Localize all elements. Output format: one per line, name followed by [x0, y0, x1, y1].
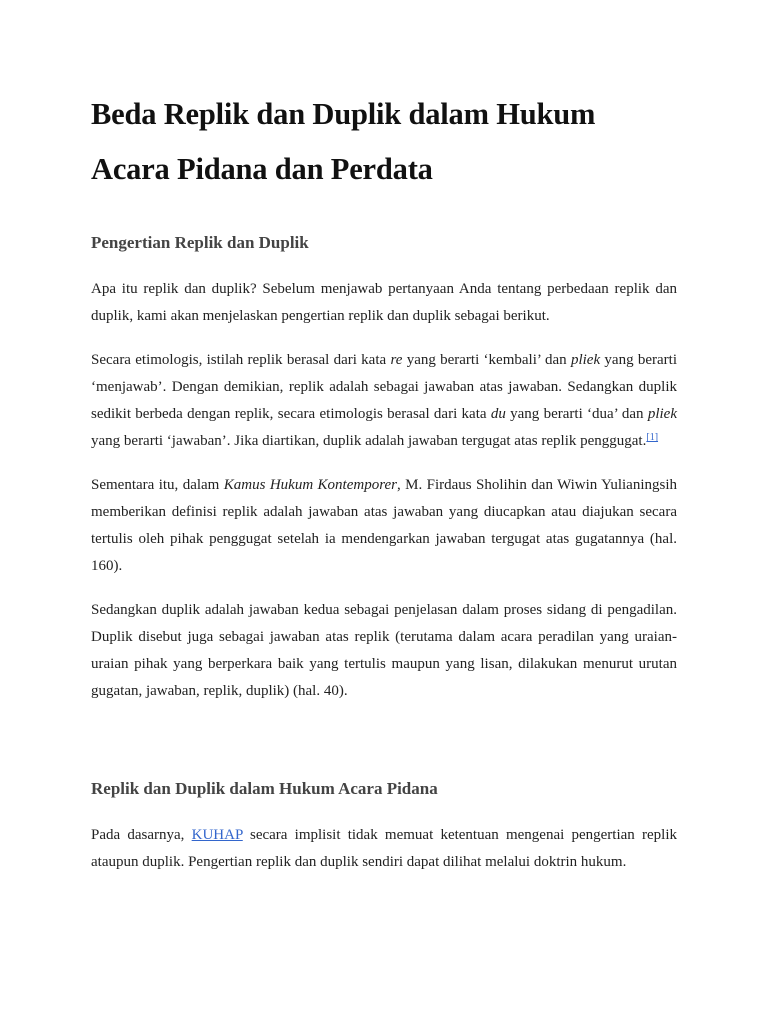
text-run: Pada dasarnya,	[91, 827, 192, 843]
paragraph-etimologi	[91, 347, 677, 455]
section-heading-pidana: Replik dan Duplik dalam Hukum Acara Pidana	[91, 779, 438, 798]
text-run: yang berarti ‘jawaban’. Jika diartikan, duplik adalah jawaban tergugat atas replik penggugat.	[91, 433, 647, 449]
paragraph-intro: Apa itu replik dan duplik? Sebelum menjawab pertanyaan Anda tentang perbedaan replik dan duplik, kami akan menjelaskan pengertian replik dan duplik sebagai berikut.	[91, 281, 677, 324]
footnote-link[interactable]: [1]	[646, 432, 659, 443]
italic-term: re	[390, 352, 403, 368]
paragraph-duplik: Sedangkan duplik adalah jawaban kedua sebagai penjelasan dalam proses sidang di pengadilan. Duplik disebut juga sebagai jawaban atas replik (terutama dalam acara peradilan yang uraian-uraian pihak yang berperkara baik yang tertulis maupun yang lisan, dilakukan menurut urutan gugatan, jawaban, replik, duplik) (hal. 40).	[91, 602, 677, 699]
text-run: Sementara itu, dalam	[91, 477, 224, 493]
kuhap-link[interactable]: KUHAP	[191, 827, 243, 843]
italic-term: du	[490, 406, 506, 422]
italic-term: pliek	[647, 406, 677, 422]
text-run: yang berarti ‘dua’ dan	[505, 406, 648, 422]
document-page	[91, 87, 677, 876]
text-run: secara implisit tidak memuat ketentuan mengenai pengertian replik ataupun duplik. Pengertian replik dan duplik sendiri dapat dilihat melalui doktrin hukum.	[91, 827, 677, 870]
text-run: yang berarti ‘menjawab’. Dengan demikian, replik adalah sebagai jawaban atas jawaban. Sedangkan duplik sedikit berbeda dengan replik, secara etimologis berasal dari kata	[91, 352, 677, 422]
section-heading-pengertian: Pengertian Replik dan Duplik	[91, 233, 309, 252]
text-run: Secara etimologis, istilah replik berasal dari kata	[91, 352, 391, 368]
text-run: , M. Firdaus Sholihin dan Wiwin Yulianingsih memberikan definisi replik adalah jawaban atas jawaban yang diucapkan atau diajukan secara tertulis oleh pihak penggugat setelah ia mendengarkan jawaban tergugat atas gugatannya (hal. 160).	[91, 477, 677, 574]
page-title: Beda Replik dan Duplik dalam Hukum Acara Pidana dan Perdata	[91, 97, 596, 186]
paragraph-kamus	[91, 472, 677, 580]
italic-term: pliek	[570, 352, 601, 368]
italic-book-title: Kamus Hukum Kontemporer	[223, 477, 397, 493]
text-run: yang berarti ‘kembali’ dan	[402, 352, 571, 368]
footnote-ref	[646, 429, 658, 443]
paragraph-kuhap	[91, 822, 677, 876]
